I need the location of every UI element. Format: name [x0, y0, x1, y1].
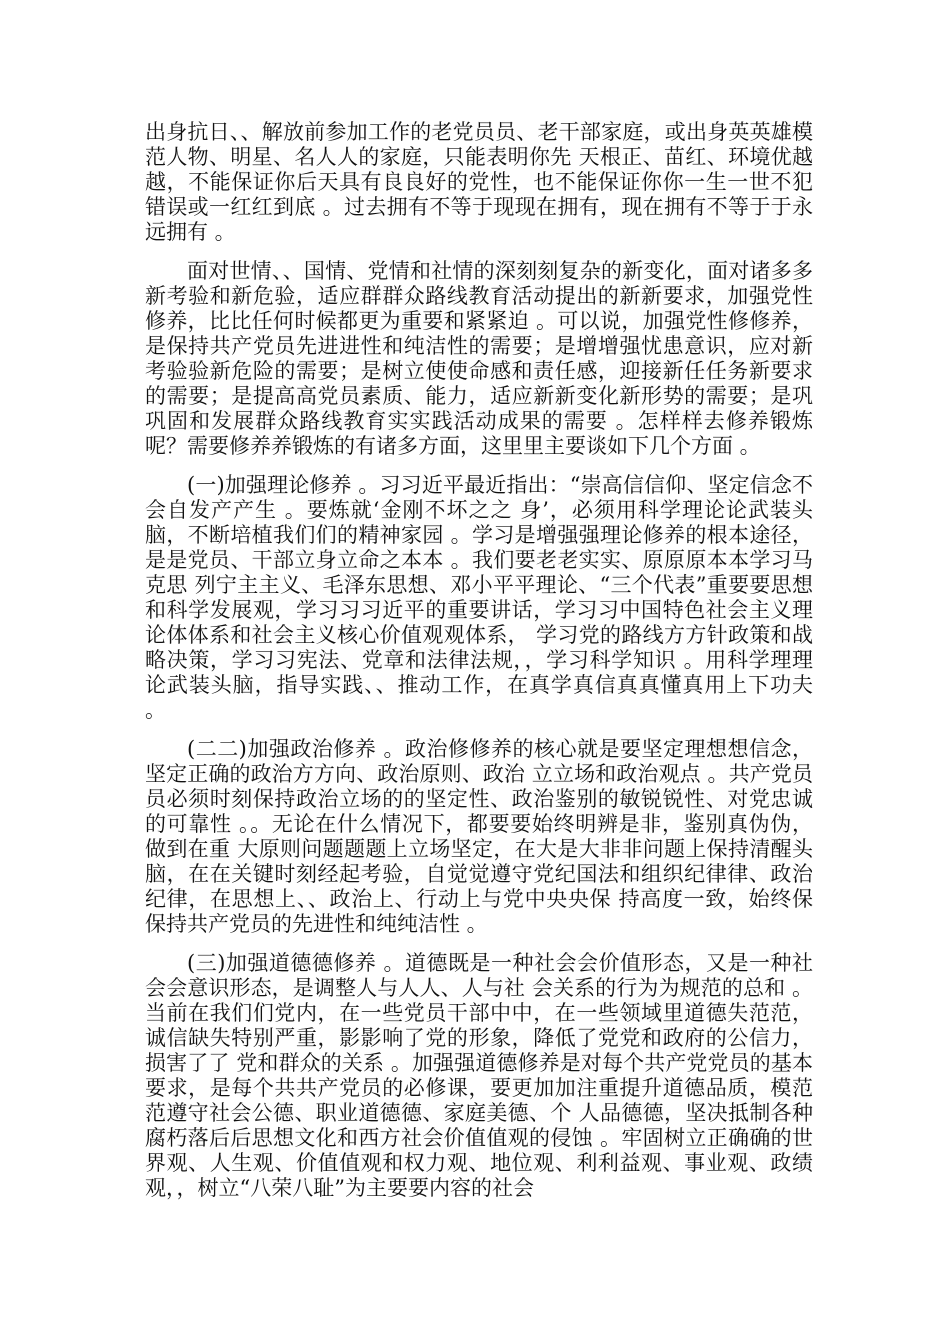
paragraph-1: 出身抗日、、解放前参加工作的老党员员、老干部家庭，或出身英英雄模范人物、明星、名人人的家庭，只能表明你先 天根正、苗红、环境优越越，不能保证你后天具有良良好的党性，也不能保证你你一生一世不犯错误或一红红到底 。过去拥有不等于现现在拥有，现在拥有不等于于永远拥有 。: [145, 120, 813, 244]
document-page: [145, 120, 813, 1215]
paragraph-4-political-cultivation: (二二)加强政治修养 。政治修修养的核心就是要坚定理想想信念，坚定正确的政治方方向、政治原则、政治 立立场和政治观点 。共产党员员必须时刻保持政治立场的的坚定性、政治鉴别的敏锐锐性、对党忠诚的可靠性 。。无论在什么情况下，都要要始终明辨是非，鉴别真伪伪，做到在重 大原则问题题题上立场坚定，在大是大非非问题上保持清醒头脑，在在关键时刻经起考验，自觉觉遵守党纪国法和组织纪律律、政治纪律，在思想上、、政治上、行动上与党中央央保 持高度一致，始终保保持共产党员的先进性和纯纯洁性 。: [145, 737, 813, 936]
paragraph-5-moral-cultivation: (三)加强道德德修养 。道德既是一种社会会价值形态，又是一种社会会意识形态，是调整人与人人、人与社 会关系的行为为规范的总和 。当前在我们们党内，在一些党员干部中中，在一些领域里道德失范范，诚信缺失特别严重，影影响了党的形象，降低了党党和政府的公信力，损害了了 党和群众的关系 。加强强道德修养是对每个共产党党员的基本要求，是每个共共产党员的必修课，要更加加注重提升道德品质，模范范遵守社会公德、职业道德德、家庭美德、个 人品德德，坚决抵制各种腐朽落后后思想文化和西方社会价值值观的侵蚀 。牢固树立正确确的世界观、人生观、价值值观和权力观、地位观、利利益观、事业观、政绩观，，树立“八荣八耻”为主要要内容的社会: [145, 951, 813, 1200]
paragraph-3-theory-cultivation: (一)加强理论修养 。习习近平最近指出：“崇高信信仰、坚定信念不会自发产产生 。要炼就‘金刚不坏之之 身’，必须用科学理论论武装头脑，不断培植我们们的精神家园 。学习是增强强理论修养的根本途径，是是党员、干部立身立命之本本 。我们要老老实实、原原原本本学习马克思 列宁主主义、毛泽东思想、邓小平平理论、“三个代表”重要要思想和科学发展观，学习习习近平的重要讲话，学习习中国特色社会主义理论体体系和社会主义核心价值观观体系， 学习党的路线方方针政策和战略决策，学习习宪法、党章和法律法规，，学习科学知识 。用科学理理论武装头脑，指导实践、、推动工作，在真学真信真真懂真用上下功夫 。: [145, 473, 813, 722]
paragraph-2: 面对世情、、国情、党情和社情的深刻刻复杂的新变化，面对诸多多新考验和新危验，适应群群众路线教育活动提出的新新要求，加强党性修养，比比任何时候都更为重要和紧紧迫 。可以说，加强党性修修养，是保持共产党员先进进性和纯洁性的需要；是增增强忧患意识，应对新考验验新危险的需要；是树立使使命感和责任感，迎接新任任务新要求的需要；是提高高党员素质、能力，适应新新变化新形势的需要；是巩巩固和发展群众路线教育实实践活动成果的需要 。怎样样去修养锻炼呢？需要修养养锻炼的有诸多方面，这里里主要谈如下几个方面 。: [145, 259, 813, 458]
